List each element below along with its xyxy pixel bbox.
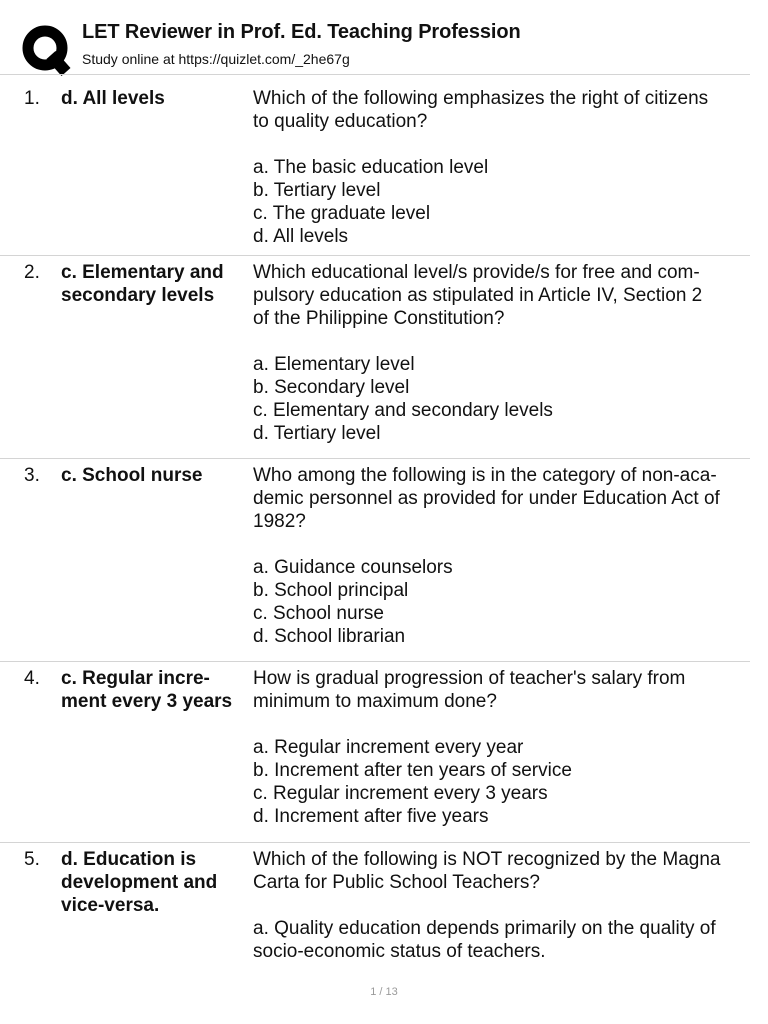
question-line: Carta for Public School Teachers? — [253, 872, 540, 893]
option-line: d. Increment after five years — [253, 806, 489, 827]
page-indicator: 1 / 13 — [370, 986, 398, 998]
answer-line: vice-versa. — [61, 895, 160, 916]
option-line: c. Regular increment every 3 years — [253, 783, 548, 804]
header-divider — [0, 74, 750, 75]
answer-text — [61, 464, 247, 487]
answer-line: d. Education is — [61, 849, 197, 870]
item-number: 3. — [24, 465, 40, 486]
question-line: How is gradual progression of teacher's salary from — [253, 668, 686, 689]
option-line: a. Elementary level — [253, 354, 415, 375]
question-line: 1982? — [253, 511, 306, 532]
option-line: b. Increment after ten years of service — [253, 760, 572, 781]
question-options-spacer — [253, 533, 748, 556]
option-line: b. Secondary level — [253, 377, 410, 398]
study-online-link-text: Study online at https://quizlet.com/_2he67g — [82, 51, 350, 67]
option-line: d. Tertiary level — [253, 423, 381, 444]
document-title: LET Reviewer in Prof. Ed. Teaching Profession — [82, 21, 521, 43]
qa-row — [0, 255, 750, 459]
question-line: to quality education? — [253, 111, 428, 132]
question-options-spacer — [253, 133, 748, 156]
question-line: demic personnel as provided for under Education Act of — [253, 488, 720, 509]
item-number: 4. — [24, 668, 40, 689]
answer-line: d. All levels — [61, 88, 165, 109]
item-number: 5. — [24, 849, 40, 870]
option-line: a. Regular increment every year — [253, 737, 524, 758]
option-line: a. The basic education level — [253, 157, 489, 178]
question-text — [253, 87, 748, 248]
question-options-spacer — [253, 713, 748, 736]
question-text — [253, 667, 748, 828]
option-line: a. Quality education depends primarily on the quality of — [253, 918, 716, 939]
question-line: pulsory education as stipulated in Article IV, Section 2 — [253, 285, 703, 306]
answer-line: c. Regular incre- — [61, 668, 210, 689]
option-line: b. Tertiary level — [253, 180, 381, 201]
answer-line: development and — [61, 872, 218, 893]
item-number: 2. — [24, 262, 40, 283]
question-line: minimum to maximum done? — [253, 691, 497, 712]
question-line: Which educational level/s provide/s for free and com- — [253, 262, 700, 283]
option-line: c. School nurse — [253, 603, 384, 624]
question-text — [253, 464, 748, 648]
item-number: 1. — [24, 88, 40, 109]
answer-text — [61, 848, 247, 917]
answer-text — [61, 261, 247, 307]
question-text — [253, 848, 748, 963]
option-line: d. School librarian — [253, 626, 406, 647]
option-line: c. Elementary and secondary levels — [253, 400, 553, 421]
option-line: a. Guidance counselors — [253, 557, 453, 578]
question-line: of the Philippine Constitution? — [253, 308, 505, 329]
answer-text — [61, 667, 247, 713]
question-line: Which of the following is NOT recognized by the Magna — [253, 849, 721, 870]
document-header — [0, 0, 768, 74]
question-line: Which of the following emphasizes the right of citizens — [253, 88, 709, 109]
question-options-spacer — [253, 894, 748, 917]
answer-line: c. School nurse — [61, 465, 203, 486]
qa-row — [0, 81, 750, 256]
option-line: socio-economic status of teachers. — [253, 941, 546, 962]
option-line: d. All levels — [253, 226, 349, 247]
quizlet-logo-icon — [20, 22, 74, 76]
answer-line: secondary levels — [61, 285, 215, 306]
qa-row — [0, 661, 750, 843]
answer-text — [61, 87, 247, 110]
question-options-spacer — [253, 330, 748, 353]
answer-line: ment every 3 years — [61, 691, 233, 712]
question-line: Who among the following is in the category of non-aca- — [253, 465, 717, 486]
qa-row — [0, 458, 750, 662]
option-line: b. School principal — [253, 580, 409, 601]
question-text — [253, 261, 748, 445]
answer-line: c. Elementary and — [61, 262, 224, 283]
qa-row — [0, 842, 750, 1002]
option-line: c. The graduate level — [253, 203, 431, 224]
